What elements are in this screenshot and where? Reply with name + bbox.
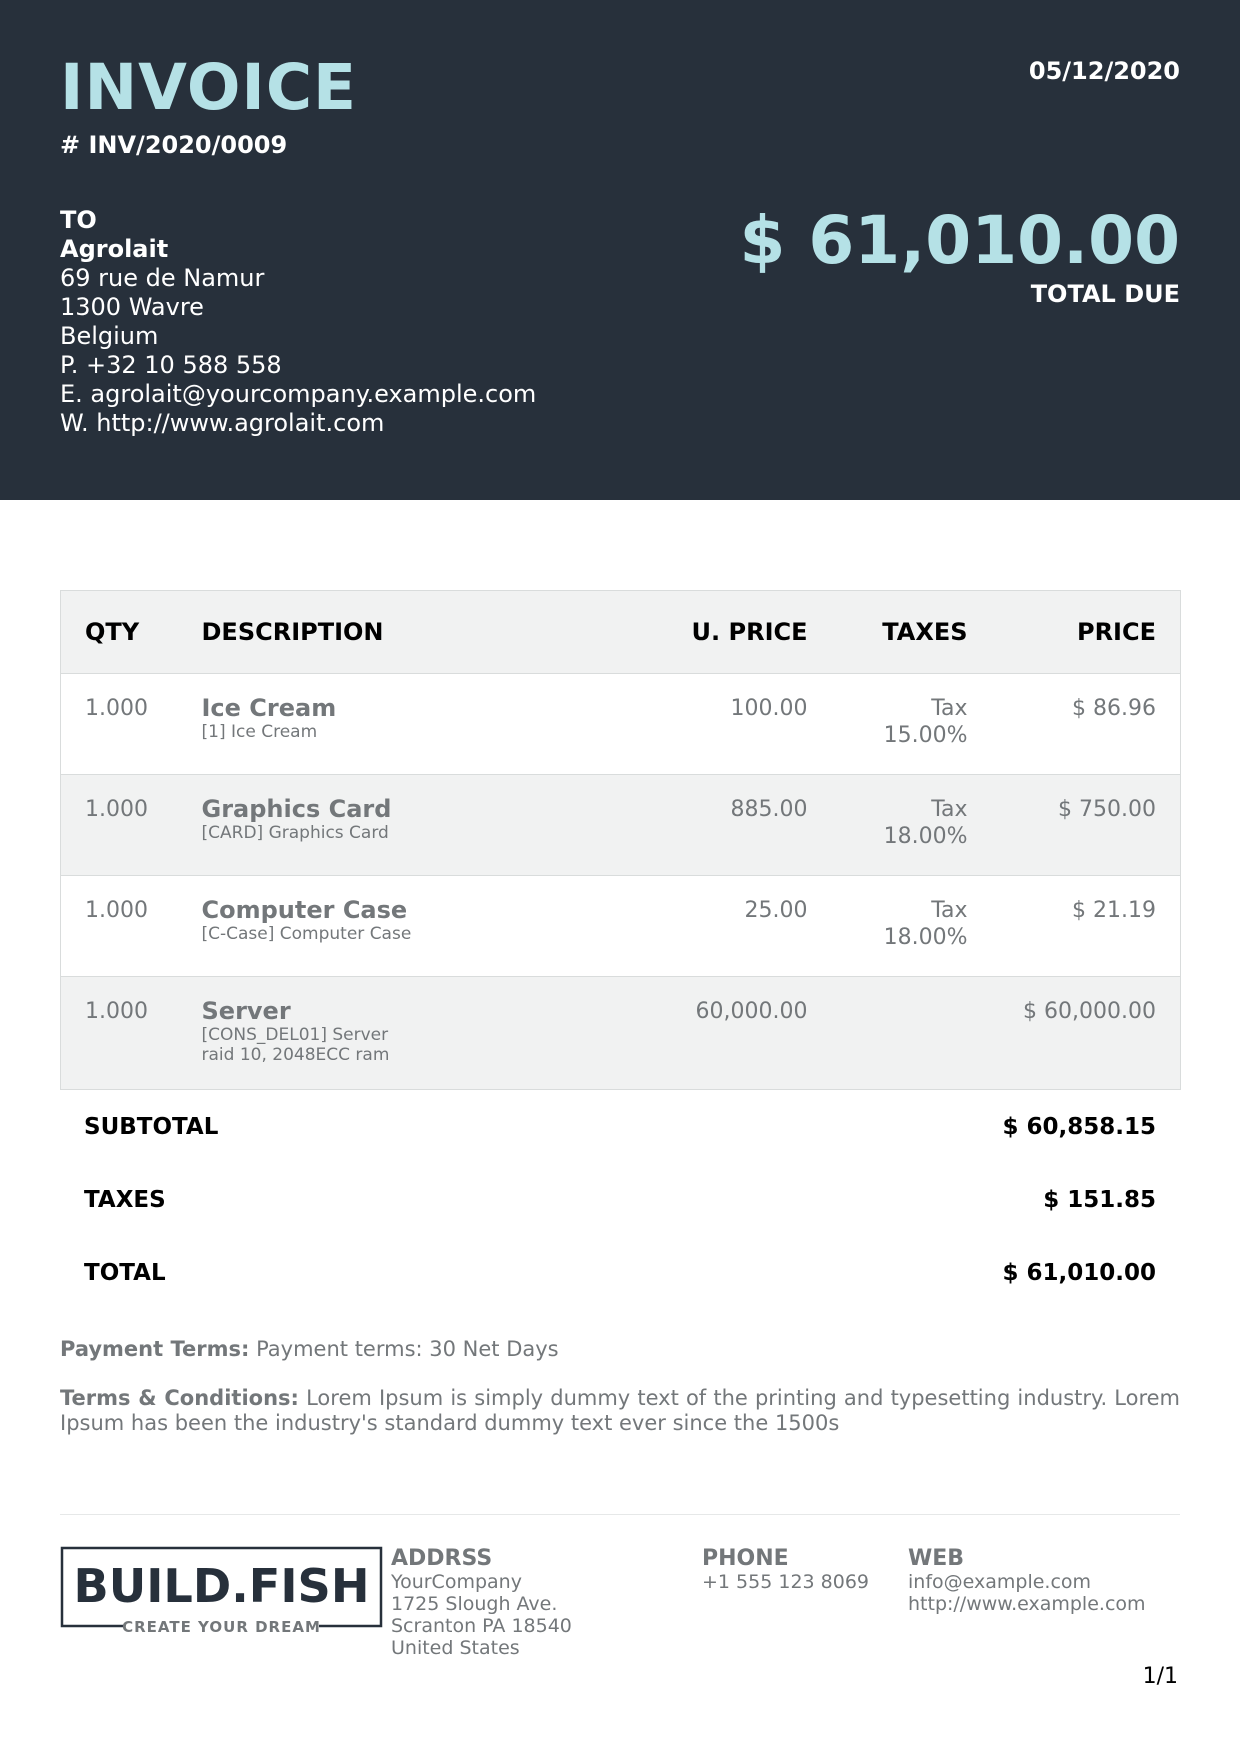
terms-label: Terms & Conditions: (60, 1386, 299, 1410)
invoice-title: INVOICE (60, 51, 358, 124)
subtotal-label: SUBTOTAL (84, 1114, 219, 1140)
item-tax-name: Tax (931, 797, 968, 822)
recipient-label: TO (60, 206, 97, 234)
payment-terms-text: Payment terms: 30 Net Days (256, 1337, 559, 1361)
recipient-website: W. http://www.agrolait.com (60, 409, 385, 437)
logo-tagline: CREATE YOUR DREAM (122, 1618, 321, 1634)
qty-header: QTY (61, 591, 178, 674)
item-tax-name: Tax (931, 898, 968, 923)
recipient-address-line: Belgium (60, 322, 159, 350)
recipient-email: E. agrolait@yourcompany.example.com (60, 380, 537, 408)
item-name: Server (201, 997, 291, 1025)
footer-address-line: Scranton PA 18540 (391, 1615, 572, 1637)
payment-terms-label: Payment Terms: (60, 1337, 250, 1361)
item-qty: 1.000 (85, 696, 148, 721)
item-qty: 1.000 (85, 797, 148, 822)
invoice-date: 05/12/2020 (1028, 57, 1180, 85)
item-tax-rate: 18.00% (883, 925, 968, 950)
table-row (61, 977, 1181, 1090)
build-fish-logo-icon (60, 1546, 383, 1634)
item-tax-rate: 18.00% (883, 824, 968, 849)
unit-price-header: U. PRICE (518, 591, 832, 674)
total-due-label: TOTAL DUE (1030, 280, 1180, 308)
item-unit-price: 100.00 (730, 696, 808, 721)
description-header: DESCRIPTION (178, 591, 518, 674)
payment-terms (60, 1337, 1180, 1362)
logo-wordmark: BUILD.FISH (73, 1559, 370, 1613)
table-row (61, 674, 1181, 775)
item-code: [C-Case] Computer Case (201, 924, 412, 944)
footer-address-heading: ADDRSS (391, 1546, 493, 1571)
taxes-row (60, 1167, 1180, 1240)
total-label: TOTAL (84, 1260, 166, 1286)
item-code: [CONS_DEL01] Server raid 10, 2048ECC ram (201, 1025, 390, 1065)
recipient-address-line: 1300 Wavre (60, 293, 204, 321)
footer-address (391, 1546, 572, 1659)
footer-phone-heading: PHONE (702, 1546, 789, 1571)
item-qty: 1.000 (85, 898, 148, 923)
recipient-name: Agrolait (60, 235, 169, 263)
recipient-block (60, 206, 536, 438)
item-price: $ 21.19 (1072, 898, 1156, 923)
total-row (60, 1240, 1180, 1313)
footer-phone (702, 1546, 869, 1593)
recipient-phone: P. +32 10 588 558 (60, 351, 282, 379)
item-price: $ 60,000.00 (1023, 999, 1156, 1024)
item-name: Ice Cream (201, 694, 337, 722)
company-logo (60, 1546, 383, 1634)
terms-and-conditions (60, 1386, 1180, 1436)
invoice-number: # INV/2020/0009 (60, 131, 288, 159)
subtotal-value: $ 60,858.15 (1002, 1114, 1156, 1140)
footer-web-heading: WEB (908, 1546, 965, 1571)
footer-email: info@example.com (908, 1571, 1092, 1593)
total-due-amount: $ 61,010.00 (739, 202, 1180, 279)
footer-address-line: YourCompany (391, 1571, 522, 1593)
table-header-row (61, 591, 1181, 674)
item-name: Computer Case (201, 896, 408, 924)
recipient-address-line: 69 rue de Namur (60, 264, 265, 292)
table-row (61, 775, 1181, 876)
footer-address-line: 1725 Slough Ave. (391, 1593, 558, 1615)
item-code: [CARD] Graphics Card (201, 823, 389, 843)
footer-divider (60, 1514, 1180, 1515)
table-row (61, 876, 1181, 977)
item-price: $ 750.00 (1058, 797, 1156, 822)
footer-website: http://www.example.com (908, 1593, 1146, 1615)
taxes-value: $ 151.85 (1043, 1187, 1156, 1213)
subtotal-row (60, 1094, 1180, 1167)
item-name: Graphics Card (201, 795, 392, 823)
invoice-header (0, 0, 1240, 500)
item-tax-rate: 15.00% (883, 723, 968, 748)
item-code: [1] Ice Cream (201, 722, 318, 742)
taxes-header: TAXES (832, 591, 992, 674)
taxes-label: TAXES (84, 1187, 166, 1213)
page-number: 1/1 (1142, 1664, 1178, 1689)
footer-address-line: United States (391, 1637, 520, 1659)
item-unit-price: 885.00 (730, 797, 808, 822)
footer-phone-number: +1 555 123 8069 (702, 1571, 870, 1593)
item-tax-name: Tax (931, 696, 968, 721)
item-unit-price: 25.00 (744, 898, 808, 923)
price-header: PRICE (992, 591, 1181, 674)
total-value: $ 61,010.00 (1002, 1260, 1156, 1286)
line-items-table (60, 590, 1181, 1090)
terms-text: Lorem Ipsum is simply dummy text of the printing and typesetting industry. Lorem Ipsum has been the industry's standard dummy text ever since the 1500s (60, 1386, 1181, 1435)
item-unit-price: 60,000.00 (695, 999, 808, 1024)
footer-web (908, 1546, 1146, 1615)
item-price: $ 86.96 (1072, 696, 1156, 721)
totals-block (60, 1094, 1180, 1313)
item-qty: 1.000 (85, 999, 148, 1024)
